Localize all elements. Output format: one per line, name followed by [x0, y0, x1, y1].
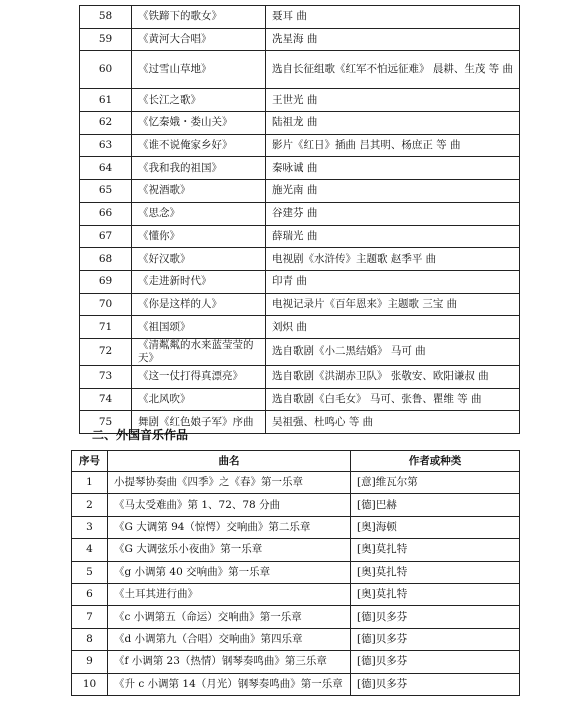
- row-author: 选自长征组歌《红军不怕远征难》 晨耕、生茂 等 曲: [266, 51, 520, 89]
- row-author: 施光南 曲: [266, 180, 520, 203]
- domestic-music-table: [79, 5, 520, 434]
- row-title: 《铁蹄下的歌女》: [132, 6, 266, 29]
- row-number: 64: [80, 157, 132, 180]
- table-row: [72, 472, 520, 494]
- row-number: 61: [80, 89, 132, 112]
- row-number: 71: [80, 316, 132, 339]
- row-title: 《f 小调第 23（热情）钢琴奏鸣曲》第三乐章: [108, 651, 351, 673]
- row-title: 《清粼粼的水来蓝莹莹的天》: [132, 338, 266, 365]
- row-number: 65: [80, 180, 132, 203]
- row-author: 陆祖龙 曲: [266, 112, 520, 135]
- row-title: 小提琴协奏曲《四季》之《春》第一乐章: [108, 472, 351, 494]
- row-author: [德]贝多芬: [351, 651, 520, 673]
- row-number: 6: [72, 583, 108, 605]
- row-number: 7: [72, 606, 108, 628]
- table-row: [80, 51, 520, 89]
- table-row: [80, 338, 520, 365]
- foreign-music-table-header: [72, 451, 520, 472]
- row-number: 74: [80, 388, 132, 411]
- row-title: 《祖国颂》: [132, 316, 266, 339]
- row-author: 吴祖强、杜鸣心 等 曲: [266, 411, 520, 434]
- table-row: [72, 673, 520, 695]
- row-title: 《G 大调第 94（惊愕）交响曲》第二乐章: [108, 516, 351, 538]
- row-author: 印青 曲: [266, 270, 520, 293]
- table-row: [80, 316, 520, 339]
- row-author: [德]贝多芬: [351, 673, 520, 695]
- table-row: [72, 561, 520, 583]
- row-author: 王世光 曲: [266, 89, 520, 112]
- row-title: 《d 小调第九（合唱）交响曲》第四乐章: [108, 628, 351, 650]
- row-title: 《走进新时代》: [132, 270, 266, 293]
- row-title: 《忆秦娥・娄山关》: [132, 112, 266, 135]
- row-author: [奥]海顿: [351, 516, 520, 538]
- table-row: [80, 293, 520, 316]
- row-number: 59: [80, 28, 132, 51]
- row-title: 《思念》: [132, 202, 266, 225]
- row-title: 《c 小调第五（命运）交响曲》第一乐章: [108, 606, 351, 628]
- row-title: 《我和我的祖国》: [132, 157, 266, 180]
- row-author: 电视剧《水浒传》主题歌 赵季平 曲: [266, 248, 520, 271]
- row-title: 《黄河大合唱》: [132, 28, 266, 51]
- row-number: 8: [72, 628, 108, 650]
- row-author: [德]巴赫: [351, 494, 520, 516]
- row-title: 《祝酒歌》: [132, 180, 266, 203]
- table-row: [80, 225, 520, 248]
- table-row: [80, 134, 520, 157]
- row-author: 刘炽 曲: [266, 316, 520, 339]
- row-number: 63: [80, 134, 132, 157]
- row-number: 3: [72, 516, 108, 538]
- row-number: 10: [72, 673, 108, 695]
- foreign-music-table: [71, 450, 520, 696]
- row-author: 选自歌剧《洪湖赤卫队》 张敬安、欧阳谦叔 曲: [266, 365, 520, 388]
- row-title: 《马太受难曲》第 1、72、78 分曲: [108, 494, 351, 516]
- row-author: 电视记录片《百年恩来》主题歌 三宝 曲: [266, 293, 520, 316]
- row-title: 《g 小调第 40 交响曲》第一乐章: [108, 561, 351, 583]
- row-number: 9: [72, 651, 108, 673]
- table-row: [72, 539, 520, 561]
- row-author: [意]维瓦尔第: [351, 472, 520, 494]
- row-author: 影片《红日》插曲 吕其明、杨庶正 等 曲: [266, 134, 520, 157]
- foreign-music-table-body: [72, 472, 520, 696]
- row-number: 4: [72, 539, 108, 561]
- row-author: 聂耳 曲: [266, 6, 520, 29]
- row-author: [奥]莫扎特: [351, 561, 520, 583]
- row-title: 《过雪山草地》: [132, 51, 266, 89]
- table-row: [72, 606, 520, 628]
- row-title: 《好汉歌》: [132, 248, 266, 271]
- row-title: 《谁不说俺家乡好》: [132, 134, 266, 157]
- table-row: [72, 494, 520, 516]
- row-title: 《懂你》: [132, 225, 266, 248]
- header-author: 作者或种类: [351, 451, 520, 472]
- row-number: 2: [72, 494, 108, 516]
- table-row: [72, 516, 520, 538]
- row-author: 选自歌剧《小二黑结婚》 马可 曲: [266, 338, 520, 365]
- row-number: 70: [80, 293, 132, 316]
- table-row: [80, 365, 520, 388]
- table-row: [80, 388, 520, 411]
- row-number: 62: [80, 112, 132, 135]
- row-author: 薛瑞光 曲: [266, 225, 520, 248]
- row-number: 58: [80, 6, 132, 29]
- row-title: 舞剧《红色娘子军》序曲: [132, 411, 266, 434]
- table-row: [80, 248, 520, 271]
- row-title: 《长江之歌》: [132, 89, 266, 112]
- row-number: 67: [80, 225, 132, 248]
- row-number: 5: [72, 561, 108, 583]
- row-title: 《这一仗打得真漂亮》: [132, 365, 266, 388]
- header-title: 曲名: [108, 451, 351, 472]
- row-author: [德]贝多芬: [351, 628, 520, 650]
- row-title: 《G 大调弦乐小夜曲》第一乐章: [108, 539, 351, 561]
- row-author: 秦咏诚 曲: [266, 157, 520, 180]
- table-row: [80, 89, 520, 112]
- row-author: [德]贝多芬: [351, 606, 520, 628]
- table-row: [80, 157, 520, 180]
- table-row: [72, 583, 520, 605]
- table-row: [72, 651, 520, 673]
- row-number: 68: [80, 248, 132, 271]
- row-author: 冼星海 曲: [266, 28, 520, 51]
- row-number: 69: [80, 270, 132, 293]
- row-number: 75: [80, 411, 132, 434]
- table-row: [80, 6, 520, 29]
- row-number: 60: [80, 51, 132, 89]
- row-author: [奥]莫扎特: [351, 539, 520, 561]
- table-row: [80, 28, 520, 51]
- table-row: [80, 270, 520, 293]
- row-title: 《升 c 小调第 14（月光）钢琴奏鸣曲》第一乐章: [108, 673, 351, 695]
- header-number: 序号: [72, 451, 108, 472]
- row-title: 《土耳其进行曲》: [108, 583, 351, 605]
- row-number: 73: [80, 365, 132, 388]
- table-row: [72, 628, 520, 650]
- domestic-music-table-body: [80, 6, 520, 434]
- row-number: 72: [80, 338, 132, 365]
- table-row: [80, 180, 520, 203]
- table-row: [80, 202, 520, 225]
- row-author: 谷建芬 曲: [266, 202, 520, 225]
- section-heading-foreign-music: 二、外国音乐作品: [92, 428, 189, 442]
- row-number: 66: [80, 202, 132, 225]
- row-author: 选自歌剧《白毛女》 马可、张鲁、瞿维 等 曲: [266, 388, 520, 411]
- row-title: 《你是这样的人》: [132, 293, 266, 316]
- row-number: 1: [72, 472, 108, 494]
- row-title: 《北风吹》: [132, 388, 266, 411]
- row-author: [奥]莫扎特: [351, 583, 520, 605]
- table-row: [80, 112, 520, 135]
